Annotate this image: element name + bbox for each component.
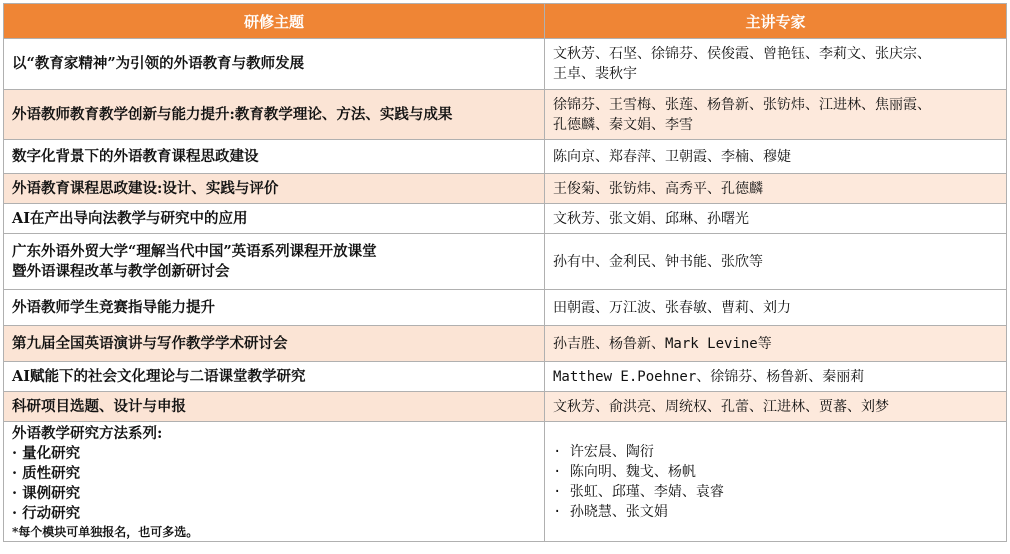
row-topic: 外语教师教育教学创新与能力提升:教育教学理论、方法、实践与成果 bbox=[4, 90, 545, 140]
list-item: · 许宏晨、陶衍 bbox=[553, 443, 654, 460]
table-row bbox=[4, 90, 1007, 140]
table-row bbox=[4, 392, 1007, 422]
row-experts: 田朝霞、万江波、张春敏、曹莉、刘力 bbox=[545, 290, 1007, 326]
table-row bbox=[4, 234, 1007, 290]
row-experts: 徐锦芬、王雪梅、张莲、杨鲁新、张钫炜、江进林、焦丽霞、 孔德麟、秦文娟、李雪 bbox=[545, 90, 1007, 140]
table-header-row bbox=[4, 4, 1007, 39]
list-item: · 行动研究 bbox=[12, 504, 81, 522]
row-experts: 文秋芳、张文娟、邱琳、孙曙光 bbox=[545, 204, 1007, 234]
row-experts: 陈向京、郑春萍、卫朝霞、李楠、穆婕 bbox=[545, 140, 1007, 174]
row-experts: 文秋芳、石坚、徐锦芬、侯俊霞、曾艳钰、李莉文、张庆宗、 王卓、裴秋宇 bbox=[545, 39, 1007, 90]
row-topic: AI赋能下的社会文化理论与二语课堂教学研究 bbox=[4, 362, 545, 392]
list-item: · 陈向明、魏戈、杨帆 bbox=[553, 463, 696, 480]
course-table-wrapper bbox=[3, 3, 1006, 542]
table-row bbox=[4, 174, 1007, 204]
row-topic: 外语教师学生竞赛指导能力提升 bbox=[4, 290, 545, 326]
list-item: · 张虹、邱瑾、李婧、袁睿 bbox=[553, 483, 724, 500]
list-item: · 质性研究 bbox=[12, 464, 81, 482]
list-item: · 量化研究 bbox=[12, 444, 81, 462]
row-topic: 外语教育课程思政建设:设计、实践与评价 bbox=[4, 174, 545, 204]
row-topic: 以“教育家精神”为引领的外语教育与教师发展 bbox=[4, 39, 545, 90]
header-experts: 主讲专家 bbox=[545, 4, 1007, 39]
table-row bbox=[4, 140, 1007, 174]
research-methods-experts bbox=[545, 422, 1007, 542]
row-experts: 王俊菊、张钫炜、高秀平、孔德麟 bbox=[545, 174, 1007, 204]
header-topic: 研修主题 bbox=[4, 4, 545, 39]
row-experts: Matthew E.Poehner、徐锦芬、杨鲁新、秦丽莉 bbox=[545, 362, 1007, 392]
table-row bbox=[4, 326, 1007, 362]
research-methods-topic bbox=[4, 422, 545, 542]
table-row-research-methods bbox=[4, 422, 1007, 542]
row-topic: 广东外语外贸大学“理解当代中国”英语系列课程开放课堂 暨外语课程改革与教学创新研讨会 bbox=[4, 234, 545, 290]
row-experts: 孙吉胜、杨鲁新、Mark Levine等 bbox=[545, 326, 1007, 362]
table-row bbox=[4, 204, 1007, 234]
row-topic: AI在产出导向法教学与研究中的应用 bbox=[4, 204, 545, 234]
row-topic: 数字化背景下的外语教育课程思政建设 bbox=[4, 140, 545, 174]
list-item: · 课例研究 bbox=[12, 484, 81, 502]
row-topic: 科研项目选题、设计与申报 bbox=[4, 392, 545, 422]
research-methods-title: 外语教学研究方法系列: bbox=[12, 424, 163, 442]
table-row bbox=[4, 362, 1007, 392]
list-item: · 孙晓慧、张文娟 bbox=[553, 503, 668, 520]
footnote: *每个模块可单独报名，也可多选。 bbox=[12, 524, 199, 539]
row-topic: 第九届全国英语演讲与写作教学学术研讨会 bbox=[4, 326, 545, 362]
row-experts: 文秋芳、俞洪亮、周统权、孔蕾、江进林、贾蕃、刘梦 bbox=[545, 392, 1007, 422]
table-row bbox=[4, 39, 1007, 90]
table-row bbox=[4, 290, 1007, 326]
course-table bbox=[3, 3, 1007, 542]
row-experts: 孙有中、金利民、钟书能、张欣等 bbox=[545, 234, 1007, 290]
